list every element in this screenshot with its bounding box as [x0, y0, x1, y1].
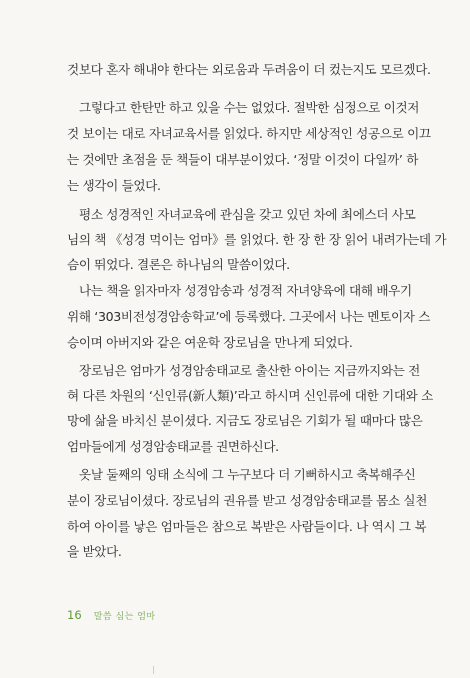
text-line: 엄마들에게 성경암송태교를 권면하신다.: [67, 439, 279, 454]
text-line: 망에 삶을 바치신 분이셨다. 지금도 장로님은 기회가 될 때마다 많은: [67, 413, 423, 428]
text-line: 혀 다른 차원의 ‘신인류(新人類)’라고 하시며 신인류에 대한 기대와 소: [67, 388, 433, 403]
text-line: 나는 책을 읽자마자 성경암송과 성경적 자녀양육에 대해 배우기: [79, 283, 412, 298]
text-line: 장로님은 엄마가 성경암송태교로 출산한 아이는 지금까지와는 전: [79, 363, 420, 378]
text-line: 것보다 혼자 해내야 한다는 외로움과 두려움이 더 컸는지도 모르겠다.: [67, 62, 431, 77]
text-line: 승이며 아버지와 같은 여운학 장로님을 만나게 되었다.: [67, 335, 353, 350]
page-number: 16: [67, 608, 82, 622]
text-line: 슴이 뛰었다. 결론은 하나님의 말씀이었다.: [67, 257, 290, 272]
text-line: 을 받았다.: [67, 544, 122, 559]
text-line: 평소 성경적인 자녀교육에 관심을 갖고 있던 차에 최에스더 사모: [79, 207, 416, 222]
text-line: 위해 ‘303비전성경암송학교’에 등록했다. 그곳에서 나는 멘토이자 스: [67, 309, 431, 324]
text-line: 님의 책 《성경 먹이는 엄마》를 읽었다. 한 장 한 장 읽어 내려가는데 가: [67, 232, 447, 247]
text-line: 그렇다고 한탄만 하고 있을 수는 없었다. 절박한 심정으로 이것저: [79, 100, 420, 115]
running-title: 말씀 심는 엄마: [93, 612, 156, 622]
page-footer: [67, 604, 156, 623]
text-line: 것 보이는 대로 자녀교육서를 읽었다. 하지만 세상적인 성공으로 이끄: [67, 126, 431, 141]
text-line: 는 생각이 들었다.: [67, 178, 161, 193]
text-line: 는 것에만 초점을 둔 책들이 대부분이었다. ‘정말 이것이 다일까’ 하: [67, 152, 419, 167]
text-line: 옷날 둘째의 잉태 소식에 그 누구보다 더 기뻐하시고 축복해주신: [79, 467, 416, 482]
text-line: 하여 아이를 낳은 엄마들은 참으로 복받은 사람들이다. 나 역시 그 복: [67, 519, 427, 534]
page-edge-mark: [153, 666, 154, 674]
text-line: 분이 장로님이셨다. 장로님의 권유를 받고 성경암송태교를 몸소 실천: [67, 493, 428, 508]
